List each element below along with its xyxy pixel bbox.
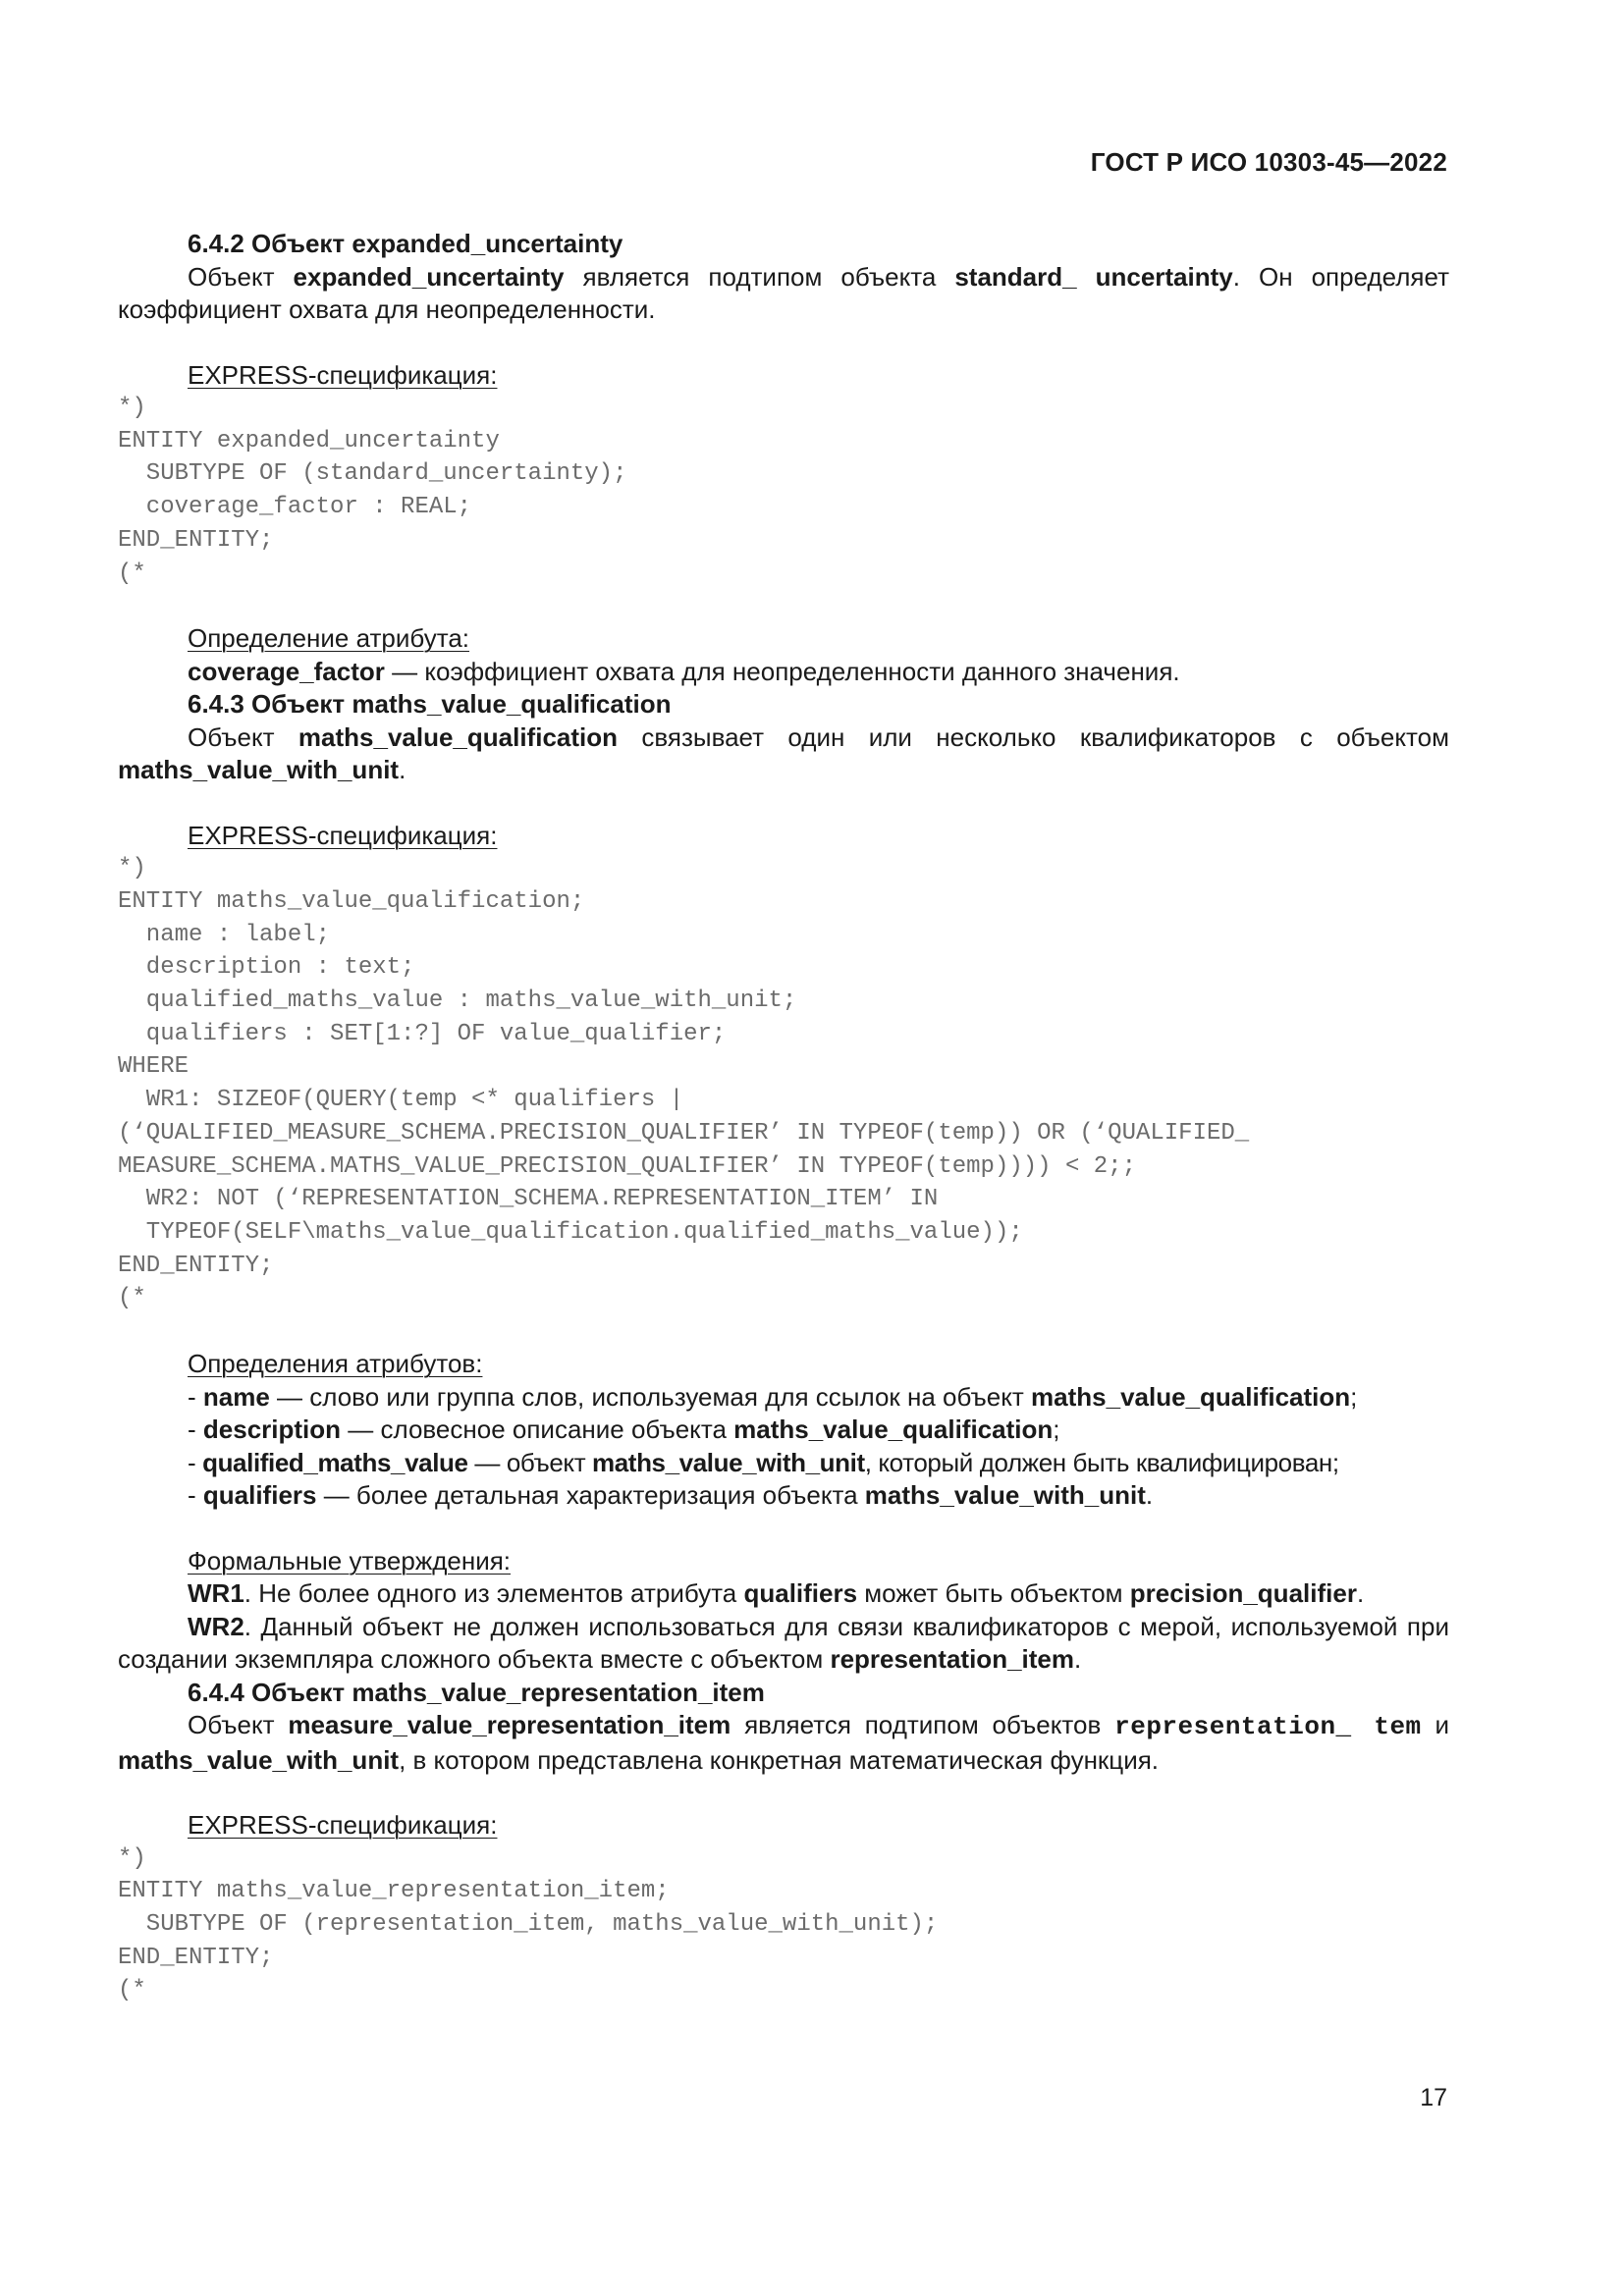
code-line: WHERE [118,1053,189,1081]
document-header: ГОСТ Р ИСО 10303-45—2022 [1090,147,1447,177]
code-line: (* [118,1977,146,2004]
section-heading-6-4-3: 6.4.3 Объект maths_value_qualification [188,689,672,720]
code-line: ENTITY maths_value_qualification; [118,887,585,915]
code-block-maths-value-qualification [118,852,1449,1315]
code-line: END_ENTITY; [118,1252,274,1279]
code-line: description : text; [118,954,415,982]
code-block-maths-value-representation-item [118,1842,1449,2008]
code-line: *) [118,395,146,421]
attribute-item-qualifiers: - qualifiers — более детальная характеризация объекта maths_value_with_unit. [188,1480,1154,1511]
attribute-item-qualified-maths-value: - qualified_maths_value — объект maths_value_with_unit, который должен быть квалифицирован; [188,1447,1339,1477]
attributes-definition-label: Определения атрибутов: [188,1349,483,1379]
code-line: (‘QUALIFIED_MEASURE_SCHEMA.PRECISION_QUALIFIER’ IN TYPEOF(temp)) OR (‘QUALIFIED_ [118,1119,1250,1147]
code-line: *) [118,855,146,882]
attribute-definition-label: Определение атрибута: [188,623,470,654]
code-line: MEASURE_SCHEMA.MATHS_VALUE_PRECISION_QUALIFIER’ IN TYPEOF(temp)))) < 2;; [118,1152,1136,1180]
page-number: 17 [1420,2084,1447,2111]
code-line: WR2: NOT (‘REPRESENTATION_SCHEMA.REPRESENTATION_ITEM’ IN [118,1186,939,1213]
code-line: SUBTYPE OF (representation_item, maths_value_with_unit); [118,1910,939,1938]
section-description-6-4-2: Объект expanded_uncertainty является подтипом объекта standard_ uncertainty. Он определяет коэффициент охвата для неопределенности. [118,261,1449,324]
code-line: coverage_factor : REAL; [118,494,472,521]
section-heading-6-4-2: 6.4.2 Объект expanded_uncertainty [188,229,623,258]
section-heading-6-4-4: 6.4.4 Объект maths_value_representation_item [188,1677,765,1707]
rule-wr1: WR1. Не более одного из элементов атрибута qualifiers может быть объектом precision_qualifier. [188,1578,1365,1609]
code-line: (* [118,1285,146,1312]
code-line: name : label; [118,921,331,948]
express-spec-label: EXPRESS-спецификация: [188,1810,498,1841]
code-line: (* [118,560,146,587]
code-line: END_ENTITY; [118,1944,274,1971]
express-spec-label: EXPRESS-спецификация: [188,820,498,850]
formal-propositions-label: Формальные утверждения: [188,1545,512,1575]
attribute-item-description: - description — словесное описание объекта maths_value_qualification; [188,1415,1060,1445]
page-content [118,228,1449,2007]
code-line: WR1: SIZEOF(QUERY(temp <* qualifiers | [118,1087,684,1114]
rule-wr2: WR2. Данный объект не должен использоваться для связи квалификаторов с мерой, используемой при создании экземпляра сложного объекта вместе с объектом representation_item. [118,1611,1449,1675]
code-line: ENTITY expanded_uncertainty [118,427,500,454]
code-line: qualified_maths_value : maths_value_with_unit; [118,988,797,1015]
code-line: ENTITY maths_value_representation_item; [118,1878,670,1905]
code-block-expanded-uncertainty [118,392,1449,590]
attribute-definition: coverage_factor — коэффициент охвата для неопределенности данного значения. [188,656,1180,686]
code-line: END_ENTITY; [118,526,274,554]
attribute-item-name: - name — слово или группа слов, используемая для ссылок на объект maths_value_qualification; [188,1381,1358,1412]
code-line: qualifiers : SET[1:?] OF value_qualifier; [118,1020,727,1047]
code-line: *) [118,1844,146,1872]
express-spec-label: EXPRESS-спецификация: [188,359,498,390]
code-line: TYPEOF(SELF\maths_value_qualification.qualified_maths_value)); [118,1218,1023,1246]
code-line: SUBTYPE OF (standard_uncertainty); [118,460,627,488]
section-description-6-4-3: Объект maths_value_qualification связывает один или несколько квалификаторов с объектом maths_value_with_unit. [118,721,1450,785]
section-description-6-4-4: Объект measure_value_representation_item является подтипом объектов representation_ tem и maths_value_with_unit, в котором представлена конкретная математическая функция. [118,1710,1449,1775]
